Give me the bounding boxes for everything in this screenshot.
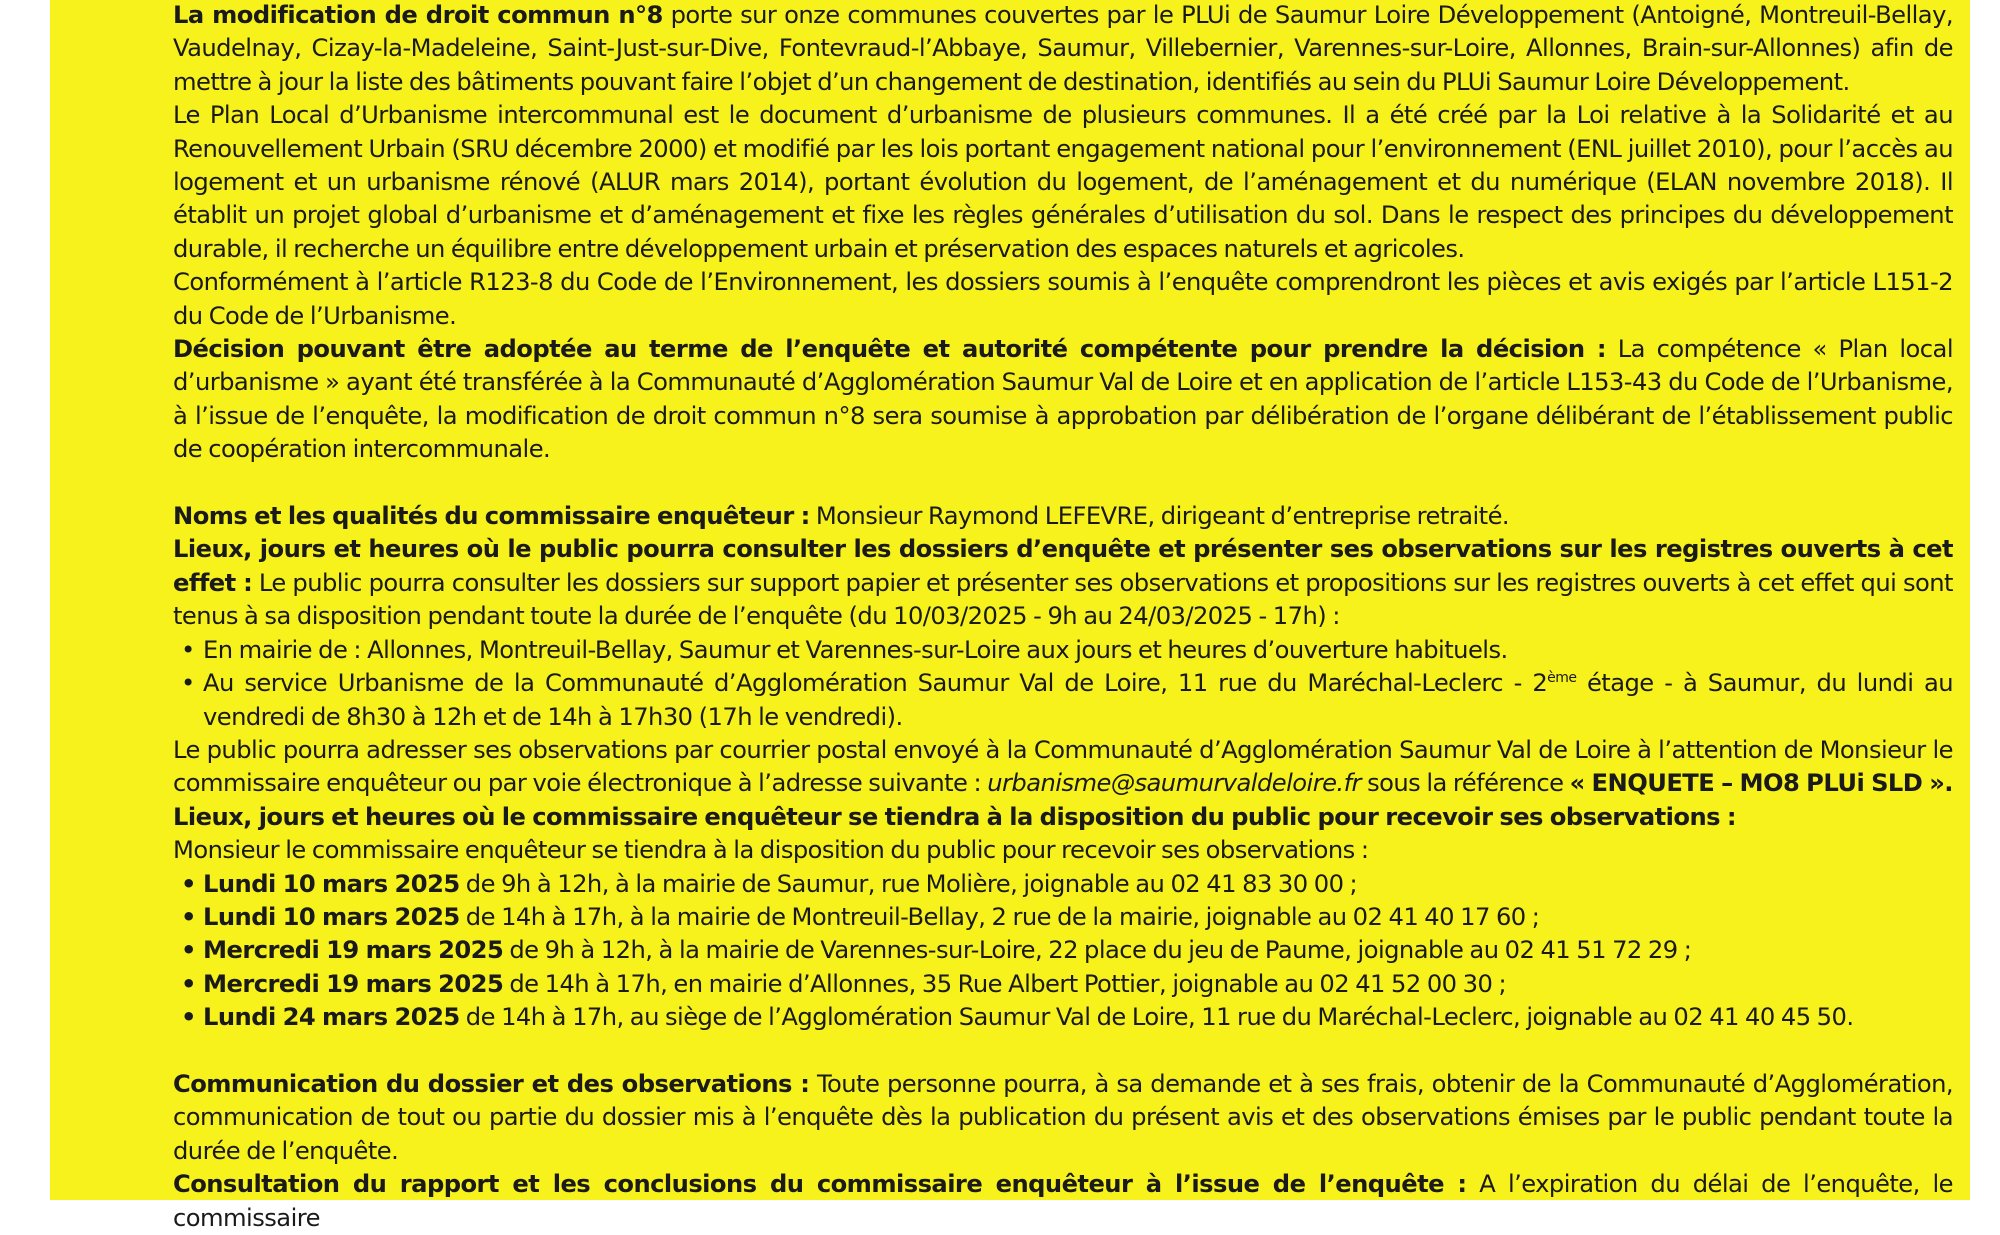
- paragraph-code-environnement: Conformément à l’article R123-8 du Code de l’Environnement, les dossiers soumis à l’enquête comprendront les pièces et avis exigés par l’article L151-2 du Code de l’Urbanisme.: [173, 268, 1953, 330]
- paragraph-gap: [173, 467, 1953, 500]
- paragraph-decision: [173, 333, 1953, 467]
- list-item-text: En mairie de : Allonnes, Montreuil-Bellay, Saumur et Varennes-sur-Loire aux jours et heures d’ouverture habituels.: [203, 635, 1508, 664]
- paragraph-permanences-intro: Monsieur le commissaire enquêteur se tiendra à la disposition du public pour recevoir ses observations :: [173, 836, 1369, 865]
- paragraph-lead: Lieux, jours et heures où le public pourra consulter les dossiers d’enquête et présenter ses observations sur les registres ouverts à cet effet :: [173, 535, 1953, 597]
- paragraph-text: Toute personne pourra, à sa demande et à ses frais, obtenir de la Communauté d’Agglomération, communication de tout ou partie du dossier mis à l’enquête dès la publication du présent avis et des observations émises par le public pendant toute la durée de l’enquête.: [173, 1069, 1953, 1165]
- list-item: [173, 634, 1953, 667]
- paragraph-text: A l’expiration du délai de l’enquête, le commissaire: [173, 1170, 1953, 1232]
- permanence-details: de 9h à 12h, à la mairie de Saumur, rue Molière, joignable au 02 41 83 30 00 ;: [459, 869, 1358, 898]
- paragraph-gap: [173, 1035, 1953, 1068]
- paragraph-lead: Lieux, jours et heures où le commissaire enquêteur se tiendra à la disposition du public pour recevoir ses observations :: [173, 802, 1737, 831]
- paragraph-text: Monsieur Raymond LEFEVRE, dirigeant d’entreprise retraité.: [809, 502, 1510, 531]
- permanences-list: [173, 868, 1953, 1035]
- list-item: [173, 901, 1953, 934]
- paragraph-lead: Consultation du rapport et les conclusions du commissaire enquêteur à l’issue de l’enquête :: [173, 1170, 1467, 1199]
- permanence-details: de 14h à 17h, en mairie d’Allonnes, 35 Rue Albert Pottier, joignable au 02 41 52 00 30 ;: [503, 969, 1507, 998]
- consultation-locations-list: [173, 634, 1953, 734]
- permanence-date: Lundi 10 mars 2025: [203, 869, 460, 898]
- permanence-details: de 9h à 12h, à la mairie de Varennes-sur-Loire, 22 place du jeu de Paume, joignable au 02 41 51 72 29 ;: [503, 936, 1692, 965]
- permanence-date: Mercredi 19 mars 2025: [203, 969, 504, 998]
- ordinal-superscript: ème: [1547, 670, 1577, 687]
- list-item-text: Au service Urbanisme de la Communauté d’Agglomération Saumur Val de Loire, 11 rue du Maréchal-Leclerc - 2: [203, 669, 1548, 698]
- reference-label: « ENQUETE – MO8 PLUi SLD ».: [1569, 769, 1953, 798]
- paragraph-lead: La modification de droit commun n°8: [173, 1, 663, 29]
- notice-sheet: [50, 0, 1970, 1232]
- paragraph-text: sous la référence: [1360, 769, 1570, 798]
- list-item-text: étage - à Saumur, du lundi au vendredi de 8h30 à 12h et de 14h à 17h30 (17h le vendredi).: [203, 669, 1953, 731]
- paragraph-communication: [173, 1068, 1953, 1168]
- paragraph-commissaire: [173, 500, 1953, 533]
- paragraph-permanences-heading: [173, 801, 1953, 834]
- list-item: [173, 1001, 1953, 1034]
- notice-body: [173, 0, 1953, 1235]
- paragraph-modification: [173, 0, 1953, 99]
- paragraph-lead: Communication du dossier et des observations :: [173, 1069, 810, 1098]
- permanence-date: Mercredi 19 mars 2025: [203, 936, 504, 965]
- paragraph-plui-definition: Le Plan Local d’Urbanisme intercommunal est le document d’urbanisme de plusieurs communes. Il a été créé par la Loi relative à la Solidarité et au Renouvellement Urbain (SRU décembre 2000) et modifié par les lois portant engagement national pour l’environnement (ENL juillet 2010), pour l’accès au logement et un urbanisme rénové (ALUR mars 2014), portant évolution du logement, de l’aménagement et du numérique (ELAN novembre 2018). Il établit un projet global d’urbanisme et d’aménagement et fixe les règles générales d’utilisation du sol. Dans le respect des principes du développement durable, il recherche un équilibre entre développement urbain et préservation des espaces naturels et agricoles.: [173, 101, 1953, 263]
- paragraph-rapport: [173, 1168, 1953, 1235]
- paragraph-consultation-lieux: [173, 533, 1953, 633]
- permanence-date: Lundi 10 mars 2025: [203, 902, 460, 931]
- list-item: [173, 968, 1953, 1001]
- email-link[interactable]: urbanisme@saumurvaldeloire.fr: [987, 769, 1361, 798]
- paragraph-text: La compétence « Plan local d’urbanisme » ayant été transférée à la Communauté d’Agglomération Saumur Val de Loire et en application de l’article L153-43 du Code de l’Urbanisme, à l’issue de l’enquête, la modification de droit commun n°8 sera soumise à approbation par délibération de l’organe délibérant de l’établissement public de coopération intercommunale.: [173, 335, 1953, 464]
- permanence-details: de 14h à 17h, à la mairie de Montreuil-Bellay, 2 rue de la mairie, joignable au 02 41 40 17 60 ;: [459, 902, 1540, 931]
- list-item: [173, 934, 1953, 967]
- paragraph-text: Le public pourra adresser ses observations par courrier postal envoyé à la Communauté d’Agglomération Saumur Val de Loire à l’attention de Monsieur le commissaire enquêteur ou par voie électronique à l’adresse suivante :: [173, 735, 1953, 798]
- paragraph-text: porte sur onze communes couvertes par le PLUi de Saumur Loire Développement (Antoigné, Montreuil-Bellay, Vaudelnay, Cizay-la-Madeleine, Saint-Just-sur-Dive, Fontevraud-l’Abbaye, Saumur, Villebernier, Varennes-sur-Loire, Allonnes, Brain-sur-Allonnes) afin de mettre à jour la liste des bâtiments pouvant faire l’objet d’un changement de destination, identifiés au sein du PLUi Saumur Loire Développement.: [173, 1, 1953, 96]
- paragraph-lead: Décision pouvant être adoptée au terme de l’enquête et autorité compétente pour prendre la décision :: [173, 335, 1607, 364]
- list-item: [173, 667, 1953, 734]
- permanence-date: Lundi 24 mars 2025: [203, 1003, 460, 1032]
- paragraph-text: Le public pourra consulter les dossiers sur support papier et présenter ses observations et propositions sur les registres ouverts à cet effet qui sont tenus à sa disposition pendant toute la durée de l’enquête (du 10/03/2025 - 9h au 24/03/2025 - 17h) :: [173, 568, 1953, 631]
- list-item: [173, 868, 1953, 901]
- paragraph-lead: Noms et les qualités du commissaire enquêteur :: [173, 502, 810, 531]
- paragraph-courrier: [173, 734, 1953, 801]
- permanence-details: de 14h à 17h, au siège de l’Agglomération Saumur Val de Loire, 11 rue du Maréchal-Leclerc, joignable au 02 41 40 45 50.: [459, 1003, 1854, 1032]
